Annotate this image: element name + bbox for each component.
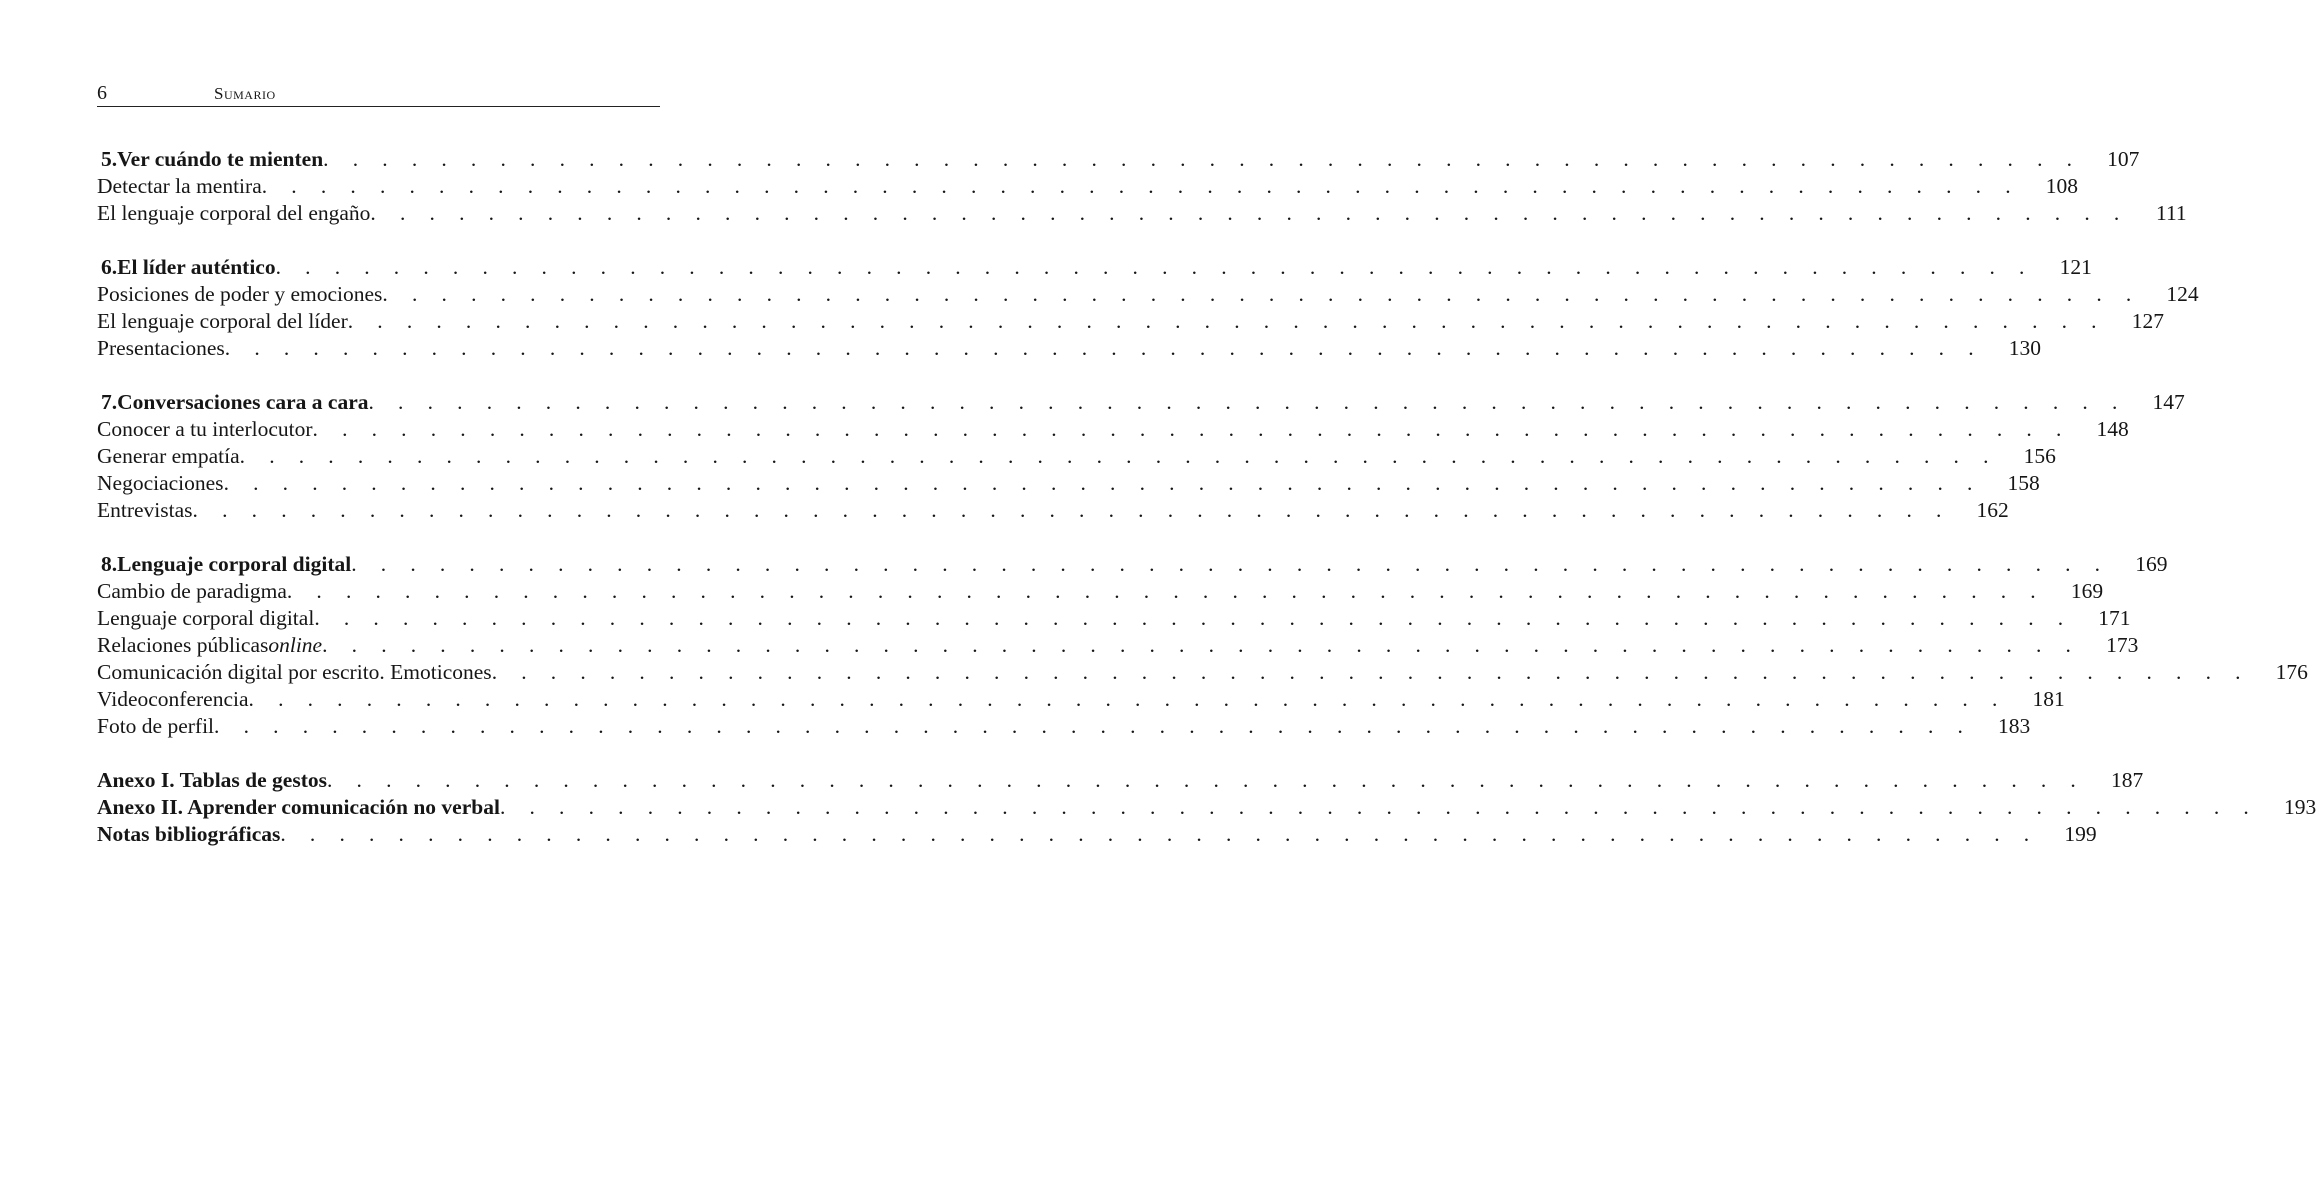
- page-ref: 169: [2135, 552, 2168, 576]
- page-ref: 199: [2064, 822, 2097, 846]
- chapter-title: Conversaciones cara a cara: [117, 390, 369, 414]
- page-ref: 148: [2096, 417, 2129, 441]
- appendix-row: [97, 767, 2144, 794]
- running-head-title: Sumario: [214, 84, 276, 103]
- page-ref: 158: [2007, 471, 2040, 495]
- entry-row: [97, 470, 2040, 497]
- dot-leader: . . . . . . . . . . . . . . . . . . . . . . . . . . . . . . . . . . . . . . . . . . . . . . . . . . . . . . . . . . . .: [323, 147, 2082, 171]
- dot-leader: . . . . . . . . . . . . . . . . . . . . . . . . . . . . . . . . . . . . . . . . . . . . . . . . . . . . . . . . . . . .: [499, 795, 2259, 819]
- page-ref: 162: [1976, 498, 2009, 522]
- page-ref: 176: [2275, 660, 2308, 684]
- entry-title: Posiciones de poder y emociones: [97, 282, 383, 306]
- chapter-title: Lenguaje corporal digital: [117, 552, 352, 576]
- dot-leader: . . . . . . . . . . . . . . . . . . . . . . . . . . . . . . . . . . . . . . . . . . . . . . . . . . . . . . . . . . . .: [192, 498, 1951, 522]
- page-ref: 124: [2166, 282, 2199, 306]
- chapter-title: Anexo II. Aprender comunicación no verbal: [97, 795, 500, 819]
- page-ref: 147: [2152, 390, 2185, 414]
- chapter-row: [97, 551, 2168, 578]
- dot-leader: . . . . . . . . . . . . . . . . . . . . . . . . . . . . . . . . . . . . . . . . . . . . . . . . . . . . . . . . . . . .: [491, 660, 2250, 684]
- page-ref: 127: [2131, 309, 2164, 333]
- entry-row: [97, 497, 2009, 524]
- page-ref: 107: [2107, 147, 2140, 171]
- chapter-title: Ver cuándo te mienten: [117, 147, 324, 171]
- dot-leader: . . . . . . . . . . . . . . . . . . . . . . . . . . . . . . . . . . . . . . . . . . . . . . . . . . . . . . . . . . . .: [214, 714, 1973, 738]
- page-ref: 183: [1998, 714, 2031, 738]
- chapter-row: [97, 146, 2140, 173]
- page-ref: 173: [2106, 633, 2139, 657]
- entry-title: Foto de perfil: [97, 714, 215, 738]
- chapter-number: 6.: [101, 255, 118, 279]
- appendix-row: [97, 821, 2097, 848]
- page-ref: 169: [2070, 579, 2104, 603]
- entry-row: [97, 308, 2164, 335]
- dot-leader: . . . . . . . . . . . . . . . . . . . . . . . . . . . . . . . . . . . . . . . . . . . . . . . . . . . . . . . . . . . .: [314, 606, 2073, 630]
- entry-row: [97, 686, 2065, 713]
- entry-title: Cambio de paradigma: [97, 579, 287, 603]
- chapter-row: [97, 254, 2092, 281]
- entry-row: [97, 578, 2104, 605]
- page-ref: 171: [2098, 606, 2131, 630]
- page-ref: 181: [2032, 687, 2065, 711]
- entry-title: Lenguaje corporal digital: [97, 606, 315, 630]
- appendix-row: [97, 794, 2316, 821]
- chapter-row: [97, 389, 2185, 416]
- chapter-number: 5.: [101, 147, 118, 171]
- entry-title: Negociaciones: [97, 471, 224, 495]
- dot-leader: . . . . . . . . . . . . . . . . . . . . . . . . . . . . . . . . . . . . . . . . . . . . . . . . . . . . . . . . . . . .: [239, 444, 1998, 468]
- dot-leader: . . . . . . . . . . . . . . . . . . . . . . . . . . . . . . . . . . . . . . . . . . . . . . . . . . . . . . . . . . . .: [286, 579, 2046, 603]
- dot-leader: . . . . . . . . . . . . . . . . . . . . . . . . . . . . . . . . . . . . . . . . . . . . . . . . . . . . . . . . . . . .: [382, 282, 2141, 306]
- entry-title: Comunicación digital por escrito. Emoticones: [97, 660, 492, 684]
- entry-title: Presentaciones: [97, 336, 225, 360]
- running-header: [97, 80, 660, 107]
- entry-title: Videoconferencia: [97, 687, 249, 711]
- page-ref: 111: [2156, 201, 2187, 225]
- entry-title: El lenguaje corporal del engaño: [97, 201, 371, 225]
- dot-leader: . . . . . . . . . . . . . . . . . . . . . . . . . . . . . . . . . . . . . . . . . . . . . . . . . . . . . . . . . . . .: [347, 309, 2106, 333]
- entry-title: Entrevistas: [97, 498, 193, 522]
- chapter-title: El líder auténtico: [117, 255, 276, 279]
- dot-leader: . . . . . . . . . . . . . . . . . . . . . . . . . . . . . . . . . . . . . . . . . . . . . . . . . . . . . . . . . . . .: [322, 633, 2081, 657]
- entry-title: Relaciones públicas: [97, 633, 269, 657]
- dot-leader: . . . . . . . . . . . . . . . . . . . . . . . . . . . . . . . . . . . . . . . . . . . . . . . . . . . . . . . . . . . .: [261, 174, 2020, 198]
- page-ref: 156: [2023, 444, 2056, 468]
- entry-row: [97, 443, 2056, 470]
- dot-leader: . . . . . . . . . . . . . . . . . . . . . . . . . . . . . . . . . . . . . . . . . . . . . . . . . . . . . . . . . . . .: [248, 687, 2007, 711]
- entry-row: [97, 281, 2199, 308]
- entry-row: [97, 659, 2308, 686]
- entry-title: Conocer a tu interlocutor: [97, 417, 313, 441]
- page-ref: 108: [2045, 174, 2078, 198]
- chapter-title: Anexo I. Tablas de gestos: [97, 768, 327, 792]
- chapter-title: Notas bibliográficas: [97, 822, 281, 846]
- entry-title: El lenguaje corporal del líder: [97, 309, 348, 333]
- entry-title: Detectar la mentira: [97, 174, 262, 198]
- dot-leader: . . . . . . . . . . . . . . . . . . . . . . . . . . . . . . . . . . . . . . . . . . . . . . . . . . . . . . . . . . . .: [280, 822, 2039, 846]
- dot-leader: . . . . . . . . . . . . . . . . . . . . . . . . . . . . . . . . . . . . . . . . . . . . . . . . . . . . . . . . . . . .: [275, 255, 2034, 279]
- entry-row: [97, 173, 2078, 200]
- entry-row: [97, 713, 2031, 740]
- entry-row: [97, 335, 2041, 362]
- page-number: 6: [97, 82, 107, 104]
- dot-leader: . . . . . . . . . . . . . . . . . . . . . . . . . . . . . . . . . . . . . . . . . . . . . . . . . . . . . . . . . . . .: [351, 552, 2110, 576]
- entry-row: [97, 605, 2131, 632]
- entry-title: Generar empatía: [97, 444, 240, 468]
- dot-leader: . . . . . . . . . . . . . . . . . . . . . . . . . . . . . . . . . . . . . . . . . . . . . . . . . . . . . . . . . . . .: [312, 417, 2071, 441]
- chapter-number: 8.: [101, 552, 118, 576]
- page-ref: 130: [2008, 336, 2041, 360]
- entry-row: [97, 416, 2129, 443]
- entry-row: [97, 632, 2139, 659]
- page-ref: 121: [2059, 255, 2092, 279]
- dot-leader: . . . . . . . . . . . . . . . . . . . . . . . . . . . . . . . . . . . . . . . . . . . . . . . . . . . . . . . . . . . .: [326, 768, 2086, 792]
- entry-row: [97, 200, 2187, 227]
- chapter-number: 7.: [101, 390, 118, 414]
- page-ref: 193: [2283, 795, 2316, 819]
- dot-leader: . . . . . . . . . . . . . . . . . . . . . . . . . . . . . . . . . . . . . . . . . . . . . . . . . . . . . . . . . . . .: [223, 471, 1982, 495]
- dot-leader: . . . . . . . . . . . . . . . . . . . . . . . . . . . . . . . . . . . . . . . . . . . . . . . . . . . . . . . . . . . .: [224, 336, 1983, 360]
- dot-leader: . . . . . . . . . . . . . . . . . . . . . . . . . . . . . . . . . . . . . . . . . . . . . . . . . . . . . . . . . . . .: [370, 201, 2129, 225]
- dot-leader: . . . . . . . . . . . . . . . . . . . . . . . . . . . . . . . . . . . . . . . . . . . . . . . . . . . . . . . . . . . .: [368, 390, 2127, 414]
- table-of-contents: [97, 146, 2316, 848]
- page-ref: 187: [2110, 768, 2144, 792]
- entry-title-italic: online: [268, 633, 323, 657]
